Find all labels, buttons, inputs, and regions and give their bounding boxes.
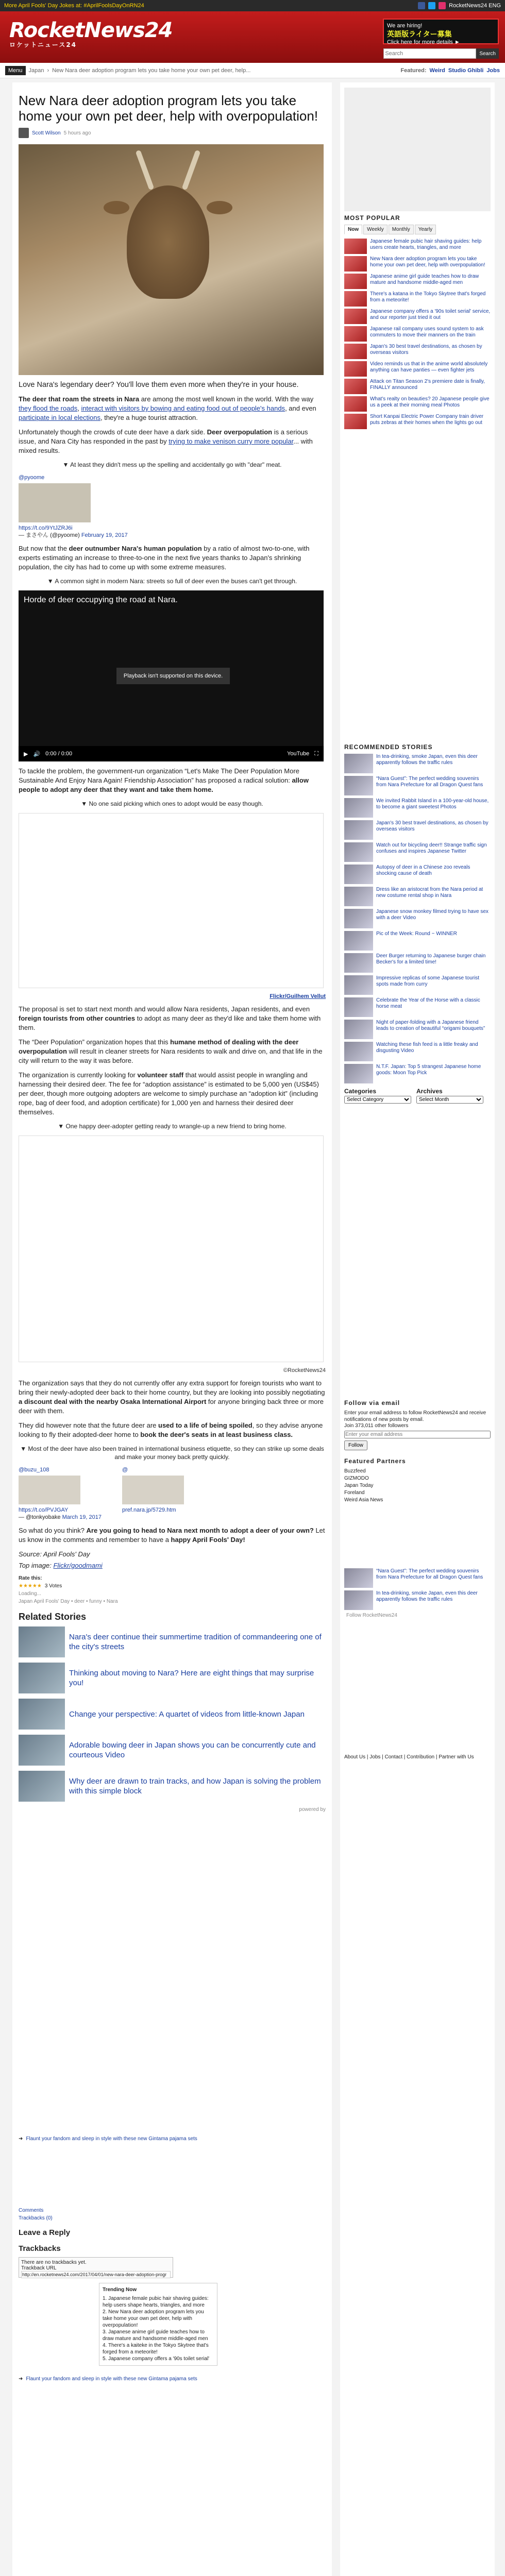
popular-tabs xyxy=(344,225,491,234)
related-item[interactable]: Change your perspective: A quartet of videos from little-known Japan xyxy=(19,1699,326,1730)
paragraph-5: The proposal is set to start next month and would allow Nara residents, Japan residents, and even foreign tourists from other countries to adopt as many deer as they'd like and take them home with them. xyxy=(19,1005,321,1031)
top-image-line: Top image: Flickr/goodmami xyxy=(19,1562,103,1569)
sidebar-ad-2 xyxy=(344,431,491,740)
comments-link[interactable]: Comments xyxy=(19,2208,44,2213)
categories-archives xyxy=(344,1088,491,1104)
categories-select[interactable] xyxy=(344,1096,411,1104)
archives-widget: Archives Select Month xyxy=(416,1088,483,1104)
related-thumb[interactable] xyxy=(19,1663,65,1693)
featured-jobs[interactable]: Jobs xyxy=(486,67,500,74)
tab-monthly[interactable]: Monthly xyxy=(389,225,414,234)
tweet-embed-2: @buzu_108 https://t.co/PVJGAY — @tonkyobake March 19, 2017 xyxy=(19,1467,102,1520)
related-thumb[interactable] xyxy=(19,1626,65,1657)
fullscreen-icon[interactable]: ⛶ xyxy=(314,750,318,757)
video-playback-message: Playback isn't supported on this device. xyxy=(116,668,230,684)
author-avatar[interactable] xyxy=(19,128,29,138)
vote-count: 3 Votes xyxy=(44,1583,62,1589)
trackbacks-box: There are no trackbacks yet. Trackback URL http://en.rocketnews24.com/2017/04/01/new-nara-deer-adoption-progr xyxy=(19,2257,173,2278)
related-thumb[interactable] xyxy=(19,1771,65,1802)
youtube-logo-icon[interactable]: YouTube xyxy=(287,751,310,757)
trackbacks-title: Trackbacks xyxy=(19,2244,61,2253)
caption-1: ▼ At least they didn't mess up the spelling and accidentally go with "dear" meat. xyxy=(62,461,282,468)
popular-item[interactable]: Japanese company offers a '90s toilet serial' service, and our reporter just tried it out xyxy=(344,309,491,324)
partner-link[interactable]: Buzzfeed xyxy=(344,1468,366,1474)
paragraph-10: So what do you think? Are you going to head to Nara next month to adopt a deer of your own? Let us know in the comments and remember to have a happy April Fools' Day! xyxy=(19,1527,325,1544)
paragraph-4: To tackle the problem, the government-run organization “Let's Make The Deer Population More Sustainable And Enjoy Nara Again! Friendship Association” has proposed a radical solution: allow people to adopt any deer that they want and take them home. xyxy=(19,767,309,793)
caption-3: ▼ No one said picking which ones to adopt would be easy though. xyxy=(81,800,263,807)
volume-icon[interactable]: 🔊 xyxy=(33,751,41,757)
paragraph-8: The organization says that they do not currently offer any extra support for foreign tourists who want to bring their newly-adopted deer back to their home country, but they are looking into possibly negotiating a discount deal with the nearby Osaka International Airport for anyone bringing back three or more deer with them. xyxy=(19,1379,325,1415)
ad-arrow-icon: ➜ xyxy=(19,2376,23,2382)
recommended-item[interactable]: N.T.F. Japan: Top 5 strangest Japanese home goods: Moon Top Pick xyxy=(344,1064,491,1083)
related-stories-title: Related Stories xyxy=(19,1612,87,1622)
tweet-image[interactable] xyxy=(19,483,91,522)
popular-item[interactable]: What's realty on beauties? 20 Japanese people give us a peek at their morning meal Photos xyxy=(344,396,491,412)
related-item[interactable]: Why deer are drawn to train tracks, and how Japan is solving the problem with this simple block xyxy=(19,1771,326,1802)
popular-item[interactable]: Short Kanpai Electric Power Company train driver puts zebras at their homes when the lights go out xyxy=(344,414,491,429)
site-header xyxy=(0,11,505,63)
author-link[interactable]: Scott Wilson xyxy=(32,130,61,136)
rating-bar xyxy=(19,1583,326,1589)
post-tags[interactable]: Japan April Fools' Day • deer • funny • Nara xyxy=(19,1599,118,1604)
recommended-item[interactable]: “Nara Guest”: The perfect wedding souvenirs from Nara Prefecture for all Dragon Quest fans xyxy=(344,776,491,795)
tweet-link[interactable]: pref.nara.jp/5729.htm xyxy=(122,1507,176,1513)
follow-email-widget: Follow via email Enter your email address to follow RocketNews24 and receive notifications of new posts by email. Join 373,011 other followers Enter your email address Follow xyxy=(344,1399,491,1450)
ad-link-row-2 xyxy=(19,2376,326,2382)
partner-link[interactable]: Foreland xyxy=(344,1490,365,1496)
recommended-item[interactable]: Watch out for bicycling deer!! Strange traffic sign confuses and inspires Japanese Twitter xyxy=(344,842,491,862)
related-item[interactable]: Adorable bowing deer in Japan shows you can be concurrently cute and courteous Video xyxy=(19,1735,326,1766)
nav-bar: Menu Japan › New Nara deer adoption program lets you take home your own pet deer, help... Featured: Weird Studio Ghibli Jobs xyxy=(0,63,505,78)
recommended-item[interactable]: Celebrate the Year of the Horse with a classic horse meat xyxy=(344,997,491,1017)
popular-item[interactable]: Japanese anime girl guide teaches how to draw mature and handsome middle-aged men xyxy=(344,274,491,289)
tweet-date[interactable]: February 19, 2017 xyxy=(81,532,128,538)
paragraph-2: Unfortunately though the crowds of cute deer have a dark side. Deer overpopulation is a serious issue, and Nara City has responded in the past by trying to make venison curry more popular... with mixed results. xyxy=(19,428,313,454)
tweet-link[interactable]: https://t.co/9YtJZRJ6i xyxy=(19,525,73,531)
popular-item[interactable]: There's a katana in the Tokyo Skytree that's forged from a meteorite! xyxy=(344,291,491,307)
powered-by: powered by xyxy=(299,1807,326,1812)
article-title: New Nara deer adoption program lets you take home your own pet deer, help with overpopulation! xyxy=(19,93,318,124)
tweet-date[interactable]: March 19, 2017 xyxy=(62,1514,102,1520)
recommended-item[interactable]: Impressive replicas of some Japanese tourist spots made from curry xyxy=(344,975,491,995)
sidebar-spacer xyxy=(344,1620,491,1754)
caption-2: ▼ A common sight in modern Nara: streets so full of deer even the buses can't get through. xyxy=(47,578,297,585)
site-name-eng[interactable]: RocketNews24 ENG xyxy=(449,3,501,9)
paragraph-9: They did however note that the future deer are used to a life of being spoiled, so they advise anyone looking to fly their adopted-deer home to book the deer's seats in at least business class. xyxy=(19,1421,323,1438)
ad-link[interactable]: Flaunt your fandom and sleep in style with these new Gintama pajama sets xyxy=(26,2136,197,2142)
hiring-banner[interactable]: We are hiring! 英語版ライター募集 Click here for more details ► xyxy=(383,19,499,44)
paragraph-6: The “Deer Population” organization hopes that this humane method of dealing with the deer overpopulation will result in cleaner streets for Nara residents to walk and drive on, and that life in the city will return to the way it was before. xyxy=(19,1038,323,1064)
video-time: 0:00 / 0:00 xyxy=(45,751,73,757)
ad-link-row xyxy=(19,2136,326,2142)
top-bar-promo[interactable]: More April Fools' Day Jokes at: #AprilFoolsDayOnRN24 xyxy=(4,3,144,9)
sidebar-ad-4 xyxy=(344,1504,491,1566)
menu-button[interactable]: Menu xyxy=(5,66,26,75)
tab-weekly[interactable]: Weekly xyxy=(363,225,388,234)
follow-button[interactable]: Follow xyxy=(344,1440,367,1450)
twitter-icon[interactable] xyxy=(428,2,435,9)
article xyxy=(12,82,332,2576)
tab-yearly[interactable]: Yearly xyxy=(415,225,436,234)
sidebar-rec-item[interactable]: “Nara Guest”: The perfect wedding souvenirs from Nara Prefecture for all Dragon Quest fans xyxy=(344,1568,491,1588)
image-credit-rn24: ©RocketNews24 xyxy=(283,1367,326,1374)
recommended-title: RECOMMENDED STORIES xyxy=(344,743,433,751)
trending-now-box: Trending Now 1. Japanese female pubic hair shaving guides: help users shape hearts, triangles, and more 2. New Nara deer adoption program lets you take home your own pet deer, help with overpopulation! 3. Japanese anime girl guide teaches how to draw mature and handsome middle-aged men 4. There's a kaiteke in the Tokyo Skytree that's forged from a meteorite! 5. Japanese company offers a '90s toilet serial' xyxy=(99,2283,217,2366)
paragraph-7: The organization is currently looking for volunteer staff that would assist people in wrangling and harnessing their desired deer. The fee for “adoption assistance” is estimated to be 5,000 yen (US$45) per deer, though more outgoing adopters are welcome to simply purchase an “adoption kit” (including rope, bag of deer food, and adoption certificate) for 1,000 yen and harness their desired deer themselves. xyxy=(19,1071,319,1116)
star-rating-icon[interactable]: ★★★★★ xyxy=(19,1583,42,1589)
trending-item[interactable]: 1. Japanese female pubic hair shaving guides: help users shape hearts, triangles, and more xyxy=(103,2296,209,2308)
link-bowing[interactable]: interact with visitors by bowing and eating food out of people's hands xyxy=(81,404,285,412)
ad-arrow-icon: ➜ xyxy=(19,2136,23,2142)
search-input[interactable] xyxy=(383,48,476,59)
post-time: 5 hours ago xyxy=(63,130,91,136)
tweet-handle[interactable]: @pyoome xyxy=(19,474,45,481)
search-button[interactable]: Search xyxy=(476,48,499,59)
link-flood-roads[interactable]: they flood the roads xyxy=(19,404,78,412)
embedded-image-2[interactable] xyxy=(19,1136,324,1362)
sidebar-ad[interactable] xyxy=(344,88,491,211)
related-item[interactable]: Thinking about moving to Nara? Here are eight things that may surprise you! xyxy=(19,1663,326,1693)
most-popular-title: MOST POPULAR xyxy=(344,214,400,222)
embedded-image-1[interactable] xyxy=(19,813,324,988)
caption-4: ▼ One happy deer-adopter getting ready to wrangle-up a new friend to bring home. xyxy=(58,1123,287,1130)
recommended-item[interactable]: Dress like an aristocrat from the Nara period at new costume rental shop in Nara xyxy=(344,887,491,906)
recommended-item[interactable]: Autopsy of deer in a Chinese zoo reveals shocking cause of death xyxy=(344,865,491,884)
recommended-item[interactable]: Watching these fish feed is a little freaky and disgusting Video xyxy=(344,1042,491,1061)
image-credit-flickr[interactable]: Flickr/Guilhem Vellut xyxy=(270,993,326,999)
recommended-item[interactable]: Deer Burger returning to Japanese burger chain Becker's for a limited time! xyxy=(344,953,491,973)
trending-item[interactable]: 2. New Nara deer adoption program lets you take home your own pet deer, help with overpopulation! xyxy=(103,2309,204,2328)
sidebar-ad-3 xyxy=(344,1108,491,1396)
sidebar-footer-links[interactable]: About Us | Jobs | Contact | Contribution | Partner with Us xyxy=(344,1754,474,1760)
featured-partners-title: Featured Partners xyxy=(344,1458,406,1465)
top-bar-social xyxy=(418,2,501,9)
archives-select[interactable] xyxy=(416,1096,483,1104)
site-logo[interactable]: RocketNews24 ロケットニュース24 xyxy=(9,19,173,48)
recommended-item[interactable]: Japanese snow monkey filmed trying to have sex with a deer Video xyxy=(344,909,491,928)
tweet-embed-1: @pyoome https://t.co/9YtJZRJ6i — まさやん (@pyoome) February 19, 2017 xyxy=(19,474,128,538)
follow-email-input[interactable] xyxy=(344,1431,491,1438)
source-line: Source: April Fools' Day xyxy=(19,1550,90,1558)
byline xyxy=(19,128,326,138)
loading-text: Loading... xyxy=(19,1591,41,1597)
tweet-embed-3 xyxy=(122,1466,184,1521)
partner-link[interactable]: GIZMODO xyxy=(344,1476,369,1481)
tweet-handle[interactable]: @buzu_108 xyxy=(19,1467,49,1473)
trackback-url-field[interactable]: http://en.rocketnews24.com/2017/04/01/new-nara-deer-adoption-progr xyxy=(21,2271,171,2278)
youtube-video[interactable] xyxy=(19,590,324,761)
related-item[interactable]: Nara's deer continue their summertime tradition of commandeering one of the city's streets xyxy=(19,1626,326,1657)
play-icon[interactable]: ▶ xyxy=(24,751,28,757)
search-form xyxy=(383,48,499,59)
trending-item[interactable]: 3. Japanese anime girl guide teaches how to draw mature and handsome middle-aged men xyxy=(103,2329,208,2342)
facebook-icon[interactable] xyxy=(418,2,425,9)
sidebar xyxy=(340,82,495,2576)
featured-weird[interactable]: Weird xyxy=(429,67,445,74)
breadcrumb-japan[interactable]: Japan xyxy=(28,67,44,74)
trending-item[interactable]: 4. There's a kaiteke in the Tokyo Skytree that's forged from a meteorite! xyxy=(103,2343,209,2355)
recommended-item[interactable]: Pic of the Week: Round ~ WINNER xyxy=(344,931,491,951)
follow-rocketnews[interactable]: Follow RocketNews24 xyxy=(346,1613,397,1618)
trackbacks-link[interactable]: Trackbacks (0) xyxy=(19,2215,53,2221)
tweet-embeds-row xyxy=(19,1466,326,1521)
popular-item[interactable]: Video reminds us that in the anime world absolutely anything can have panties — even fighter jets xyxy=(344,361,491,377)
video-controls xyxy=(19,746,324,761)
popular-item[interactable]: Japanese rail company uses sound system to ask commuters to move their manners on the train xyxy=(344,326,491,342)
featured-ghibli[interactable]: Studio Ghibli xyxy=(448,67,484,74)
video-title[interactable]: Horde of deer occupying the road at Nara. xyxy=(24,596,178,604)
popular-item[interactable]: New Nara deer adoption program lets you take home your own pet deer, help with overpopulation! xyxy=(344,256,491,272)
tweet-link[interactable]: https://t.co/PVJGAY xyxy=(19,1507,69,1513)
popular-item[interactable]: Attack on Titan Season 2's premiere date is finally, FINALLY announced xyxy=(344,379,491,394)
paragraph-1: The deer that roam the streets in Nara are among the most well known in the world. With the way they flood the roads, interact with visitors by bowing and eating food out of people's hands, and even participate in local elections, they're a huge tourist attraction. xyxy=(19,395,316,421)
trending-item[interactable]: 5. Japanese company offers a '90s toilet serial' xyxy=(103,2356,210,2362)
popular-item[interactable]: Japanese female pubic hair shaving guides: help users create hearts, triangles, and more xyxy=(344,239,491,254)
partners-list xyxy=(344,1468,491,1504)
intro: Love Nara's legendary deer? You'll love them even more when they're in your house. xyxy=(19,381,299,389)
instagram-icon[interactable] xyxy=(439,2,446,9)
link-venison-curry[interactable]: trying to make venison curry more popular xyxy=(169,437,294,445)
partner-link[interactable]: Japan Today xyxy=(344,1483,374,1488)
recommended-item[interactable]: In tea-drinking, smoke Japan, even this deer apparently follows the traffic rules xyxy=(344,754,491,773)
sidebar-rec-item[interactable]: In tea-drinking, smoke Japan, even this deer apparently follows the traffic rules xyxy=(344,1590,491,1610)
link-elections[interactable]: participate in local elections xyxy=(19,414,100,421)
related-thumb[interactable] xyxy=(19,1735,65,1766)
leave-reply-title: Leave a Reply xyxy=(19,2228,71,2237)
partner-link[interactable]: Weird Asia News xyxy=(344,1497,383,1503)
caption-5: ▼ Most of the deer have also been trained in international business etiquette, so they can strike up some deals and make your money back pretty quickly. xyxy=(20,1445,324,1461)
related-thumb[interactable] xyxy=(19,1699,65,1730)
featured-links: Featured: Weird Studio Ghibli Jobs xyxy=(400,67,500,74)
ad-space-2 xyxy=(16,2144,328,2206)
top-image-link[interactable]: Flickr/goodmami xyxy=(53,1562,103,1569)
popular-item[interactable]: Japan's 30 best travel destinations, as chosen by overseas visitors xyxy=(344,344,491,359)
tweet-handle[interactable]: @ xyxy=(122,1467,128,1473)
hero-deer-photo xyxy=(19,144,324,375)
categories-widget: Categories Select Category xyxy=(344,1088,411,1104)
tweet-image[interactable] xyxy=(19,1476,80,1504)
paragraph-3: But now that the deer outnumber Nara's human population by a ratio of almost two-to-one, with experts estimating an increase to three-to-one in the next five years thanks to Japan's shrinking population, the city has had to come up with some extreme measures. xyxy=(19,545,310,571)
tab-now[interactable]: Now xyxy=(344,225,362,234)
tweet-image[interactable] xyxy=(122,1476,184,1504)
recommended-item[interactable]: We invited Rabbit Island in a 100-year-old house, to become a giant sweetest Photos xyxy=(344,798,491,818)
ad-link[interactable]: Flaunt your fandom and sleep in style with these new Gintama pajama sets xyxy=(26,2376,197,2382)
recommended-item[interactable]: Night of paper-folding with a Japanese friend leads to creation of beautiful “origami bouquets” xyxy=(344,1020,491,1039)
breadcrumb-current: New Nara deer adoption program lets you take home your own pet deer, help... xyxy=(52,67,251,74)
top-bar xyxy=(0,0,505,11)
ad-space xyxy=(16,1815,328,2134)
recommended-item[interactable]: Japan's 30 best travel destinations, as chosen by overseas visitors xyxy=(344,820,491,840)
rate-label: Rate this: xyxy=(19,1575,42,1581)
